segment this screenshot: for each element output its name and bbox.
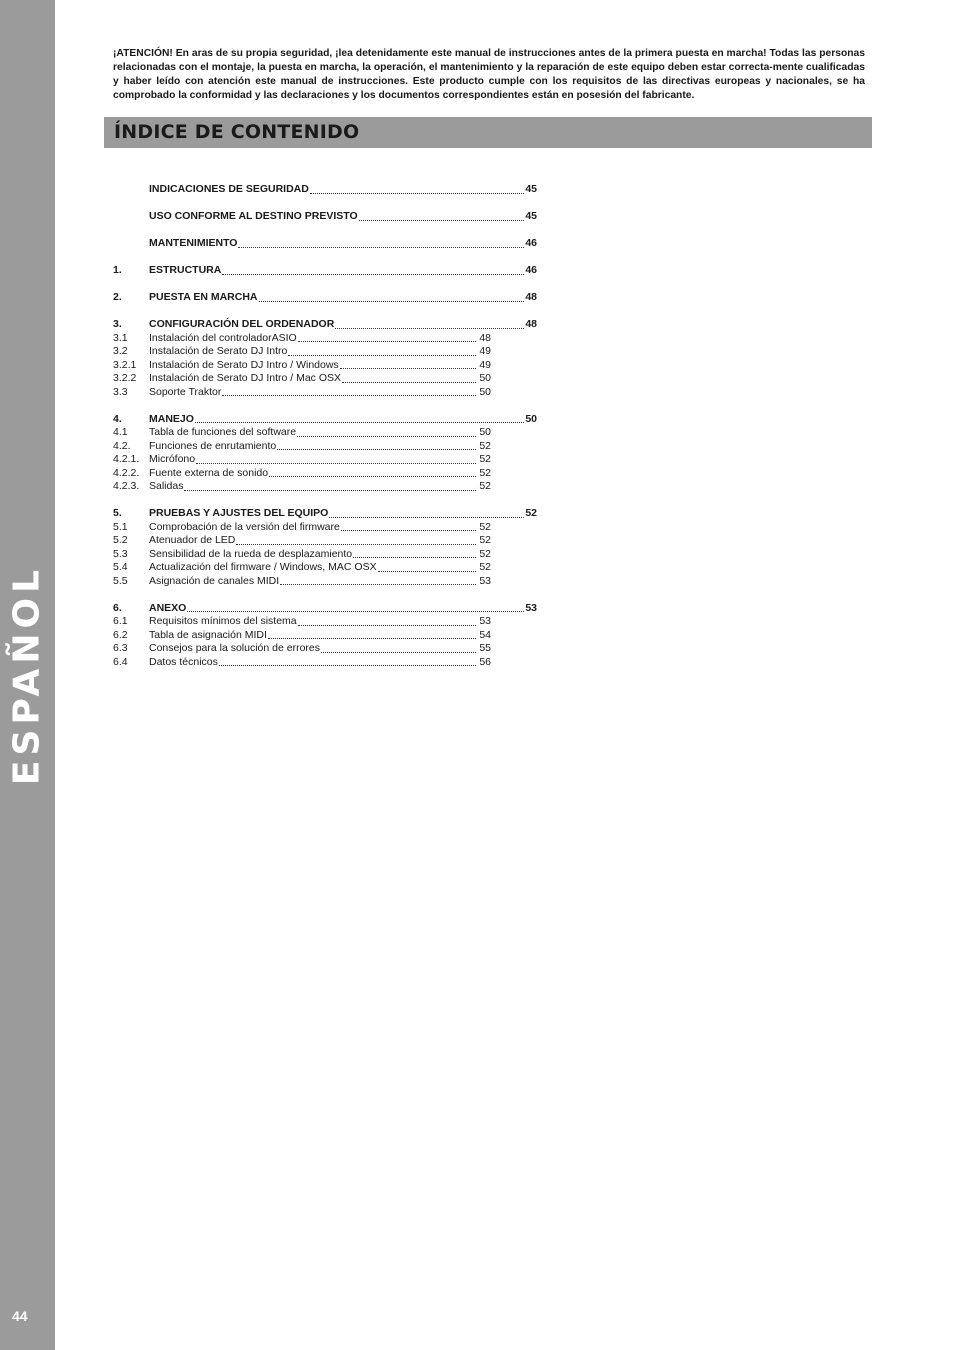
toc-entry-number: 6.1 [113,615,128,627]
toc-entry-number: 5.4 [113,561,128,573]
toc-entry[interactable] [113,345,491,359]
toc-entry-title: MANEJO [149,412,194,425]
toc-entry-number: 3.2 [113,345,128,357]
dot-leader [277,449,476,450]
dot-leader [222,395,476,396]
dot-leader [238,247,524,248]
language-side-band [0,0,55,1350]
toc-entry-number: 3.2.2 [113,372,137,384]
toc-entry-page: 49 [479,358,491,371]
dot-leader [269,476,476,477]
dot-leader [340,368,477,369]
toc-entry-number: 2. [113,291,122,303]
toc-entry-title: Micrófono [149,453,196,465]
toc-entry[interactable] [113,426,491,440]
toc-entry-title: Funciones de enrutamiento [149,439,277,452]
toc-entry-page: 52 [479,480,491,492]
page-title: ÍNDICE DE CONTENIDO [114,121,360,143]
dot-leader [288,355,476,356]
toc-entry-title: USO CONFORME AL DESTINO PREVISTO [149,210,358,222]
toc-entry-number: 5.1 [113,520,128,533]
toc-entry-number: 3. [113,318,122,330]
dot-leader [222,274,524,275]
toc-entry[interactable] [113,602,537,616]
toc-entry[interactable] [113,237,537,251]
toc-entry-title: Actualización del firmware / Windows, MAC OSX [149,561,377,573]
toc-entry-title: MANTENIMIENTO [149,237,238,249]
dot-leader [341,530,476,531]
toc-entry-title: Soporte Traktor [149,385,222,398]
toc-entry[interactable] [113,521,491,535]
toc-entry[interactable] [113,534,491,548]
toc-entry-page: 46 [525,237,537,249]
toc-entry-page: 55 [479,642,491,654]
toc-entry-number: 4. [113,412,122,425]
toc-entry-number: 5.5 [113,574,128,587]
toc-entry[interactable] [113,183,537,197]
dot-leader [184,490,476,491]
safety-warning-paragraph: ¡ATENCIÓN! En aras de su propia seguridad, ¡lea detenidamente este manual de instrucciones antes de la primera puesta en marcha! Todas las personas relacionadas con el montaje, la puesta en marcha, la operación, el mantenimiento y la reparación de este equipo deben estar correcta-mente cualificadas y haber leído con atención este manual de instrucciones. Este producto cumple con los requisitos de las directivas europeas y nacionales, se ha comprobado la conformidad y las declaraciones y los documentos correspondientes están en posesión del fabricante. [113,48,865,101]
page-number: 44 [12,1308,28,1324]
toc-entry-number: 3.1 [113,331,128,344]
toc-entry[interactable] [113,467,491,481]
toc-entry-title: Sensibilidad de la rueda de desplazamiento [149,547,353,560]
toc-entry-page: 54 [479,628,491,641]
toc-entry-page: 53 [525,601,537,614]
toc-entry-page: 50 [479,426,491,438]
toc-entry-title: PUESTA EN MARCHA [149,291,258,303]
toc-entry-page: 52 [479,439,491,452]
toc-entry[interactable] [113,453,491,467]
dot-leader [219,665,476,666]
toc-entry[interactable] [113,548,491,562]
toc-entry-title: ANEXO [149,601,187,614]
toc-entry-page: 52 [525,507,537,519]
toc-entry-title: Tabla de funciones del software [149,426,297,438]
toc-entry-page: 52 [479,534,491,546]
toc-entry-page: 52 [479,561,491,573]
dot-leader [342,382,476,383]
dot-leader [259,301,525,302]
toc-entry-title: Salidas [149,480,184,492]
toc-entry-number: 5.2 [113,534,128,546]
toc-entry-page: 45 [525,210,537,222]
dot-leader [268,638,476,639]
toc-entry-title: PRUEBAS Y AJUSTES DEL EQUIPO [149,507,329,519]
toc-entry-number: 6.4 [113,655,128,668]
table-of-contents [113,183,537,669]
toc-entry[interactable] [113,629,491,643]
toc-entry-page: 50 [479,372,491,384]
toc-entry[interactable] [113,656,491,670]
toc-entry[interactable] [113,372,491,386]
toc-entry-page: 45 [525,183,537,195]
toc-entry-number: 3.3 [113,385,128,398]
toc-entry[interactable] [113,291,537,305]
dot-leader [378,571,477,572]
toc-entry-title: Datos técnicos [149,655,218,668]
toc-entry-page: 53 [479,615,491,627]
toc-entry-number: 5.3 [113,547,128,560]
toc-entry-title: ESTRUCTURA [149,264,222,276]
dot-leader [280,584,476,585]
toc-entry-number: 4.1 [113,426,128,438]
toc-entry[interactable] [113,440,491,454]
toc-entry-number: 4.2.2. [113,466,140,479]
toc-entry[interactable] [113,575,491,589]
toc-entry-title: INDICACIONES DE SEGURIDAD [149,183,309,195]
toc-entry-number: 4.2.3. [113,480,140,492]
dot-leader [298,341,477,342]
toc-entry-page: 52 [479,547,491,560]
toc-entry-number: 6.2 [113,628,128,641]
toc-entry-title: Instalación de Serato DJ Intro [149,345,288,357]
toc-entry[interactable] [113,642,491,656]
toc-entry-title: Requisitos mínimos del sistema [149,615,297,627]
toc-entry[interactable] [113,561,491,575]
dot-leader [335,328,524,329]
toc-entry-number: 6.3 [113,642,128,654]
dot-leader [359,220,525,221]
toc-entry[interactable] [113,332,491,346]
toc-entry-page: 48 [479,331,491,344]
toc-entry-title: Tabla de asignación MIDI [149,628,267,641]
dot-leader [321,652,476,653]
toc-entry-page: 52 [479,453,491,465]
language-label: ESPAÑOL [6,564,48,786]
toc-entry-page: 48 [525,318,537,330]
toc-entry-page: 50 [479,385,491,398]
dot-leader [310,193,524,194]
toc-entry-title: Asignación de canales MIDI [149,574,280,587]
toc-entry-title: Instalación del controladorASIO [149,331,297,344]
toc-entry-title: Consejos para la solución de errores [149,642,321,654]
toc-entry-page: 50 [525,412,537,425]
dot-leader [329,517,524,518]
toc-entry-title: Atenuador de LED [149,534,236,546]
dot-leader [196,463,476,464]
toc-entry[interactable] [113,318,537,332]
toc-entry-page: 46 [525,264,537,276]
toc-entry-page: 48 [525,291,537,303]
toc-entry-page: 52 [479,466,491,479]
toc-entry-number: 4.2. [113,439,131,452]
dot-leader [297,436,476,437]
toc-entry-number: 5. [113,507,122,519]
toc-entry-number: 4.2.1. [113,453,140,465]
toc-entry[interactable] [113,359,491,373]
section-heading-bar [104,117,872,148]
toc-entry[interactable] [113,480,491,494]
dot-leader [236,544,476,545]
toc-entry[interactable] [113,615,491,629]
toc-entry-title: Comprobación de la versión del firmware [149,520,340,533]
toc-entry-page: 53 [479,574,491,587]
toc-entry-page: 52 [479,520,491,533]
dot-leader [187,611,524,612]
toc-entry[interactable] [113,507,537,521]
toc-entry-title: Fuente externa de sonido [149,466,269,479]
toc-entry[interactable] [113,413,537,427]
toc-entry-title: CONFIGURACIÓN DEL ORDENADOR [149,318,335,330]
toc-entry-number: 6. [113,601,122,614]
toc-entry[interactable] [113,264,537,278]
toc-entry-title: Instalación de Serato DJ Intro / Mac OSX [149,372,342,384]
toc-entry-page: 56 [479,655,491,668]
toc-entry-number: 1. [113,264,122,276]
toc-entry-page: 49 [479,345,491,357]
toc-entry[interactable] [113,386,491,400]
dot-leader [298,625,477,626]
toc-entry[interactable] [113,210,537,224]
toc-entry-title: Instalación de Serato DJ Intro / Windows [149,358,339,371]
dot-leader [195,422,524,423]
dot-leader [353,557,476,558]
toc-entry-number: 3.2.1 [113,358,137,371]
